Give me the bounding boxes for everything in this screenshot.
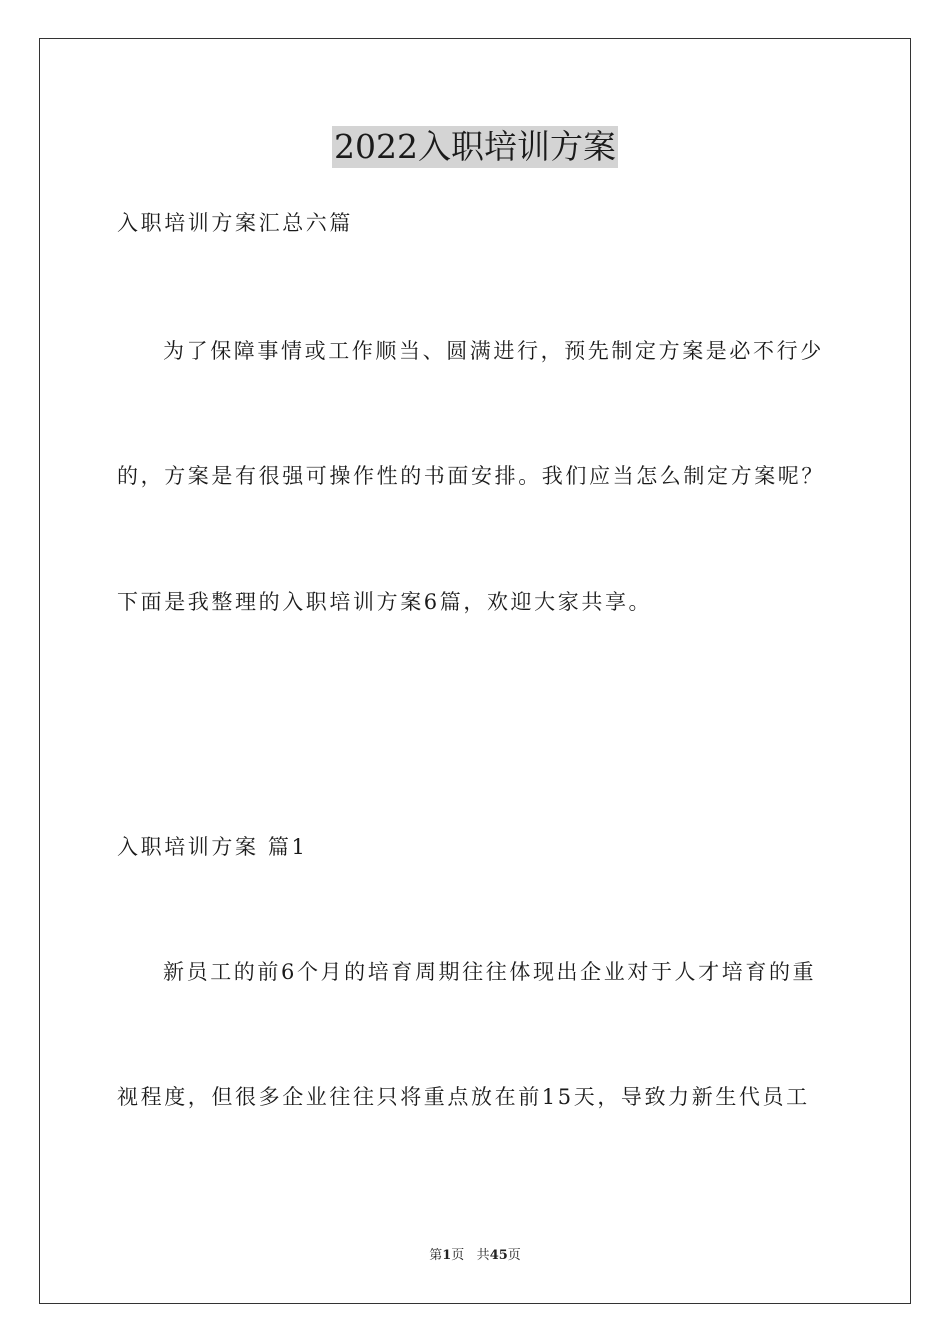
- document-subtitle: 入职培训方案汇总六篇: [117, 211, 353, 235]
- page-footer: [0, 1247, 950, 1265]
- intro-line-1: 为了保障事情或工作顺当、圆满进行，预先制定方案是必不行少: [163, 339, 824, 363]
- document-title: 2022入职培训方案: [334, 127, 616, 166]
- footer-total-pages: 45: [489, 1248, 508, 1263]
- footer-total-suffix: 页: [507, 1248, 521, 1263]
- section-heading: 入职培训方案 篇1: [117, 835, 308, 859]
- intro-line-2: 的，方案是有很强可操作性的书面安排。我们应当怎么制定方案呢？: [117, 464, 825, 488]
- footer-page-prefix: 第: [429, 1248, 443, 1263]
- footer-total-prefix: 共: [476, 1248, 490, 1263]
- footer-page-suffix: 页: [451, 1248, 465, 1263]
- section-line-1: 新员工的前6个月的培育周期往往体现出企业对于人才培育的重: [163, 960, 817, 984]
- title-container: [0, 126, 950, 168]
- section-line-2: 视程度，但很多企业往往只将重点放在前15天，导致力新生代员工: [117, 1085, 810, 1109]
- intro-line-3: 下面是我整理的入职培训方案6篇，欢迎大家共享。: [117, 590, 653, 614]
- footer-page-number: 1: [442, 1248, 452, 1263]
